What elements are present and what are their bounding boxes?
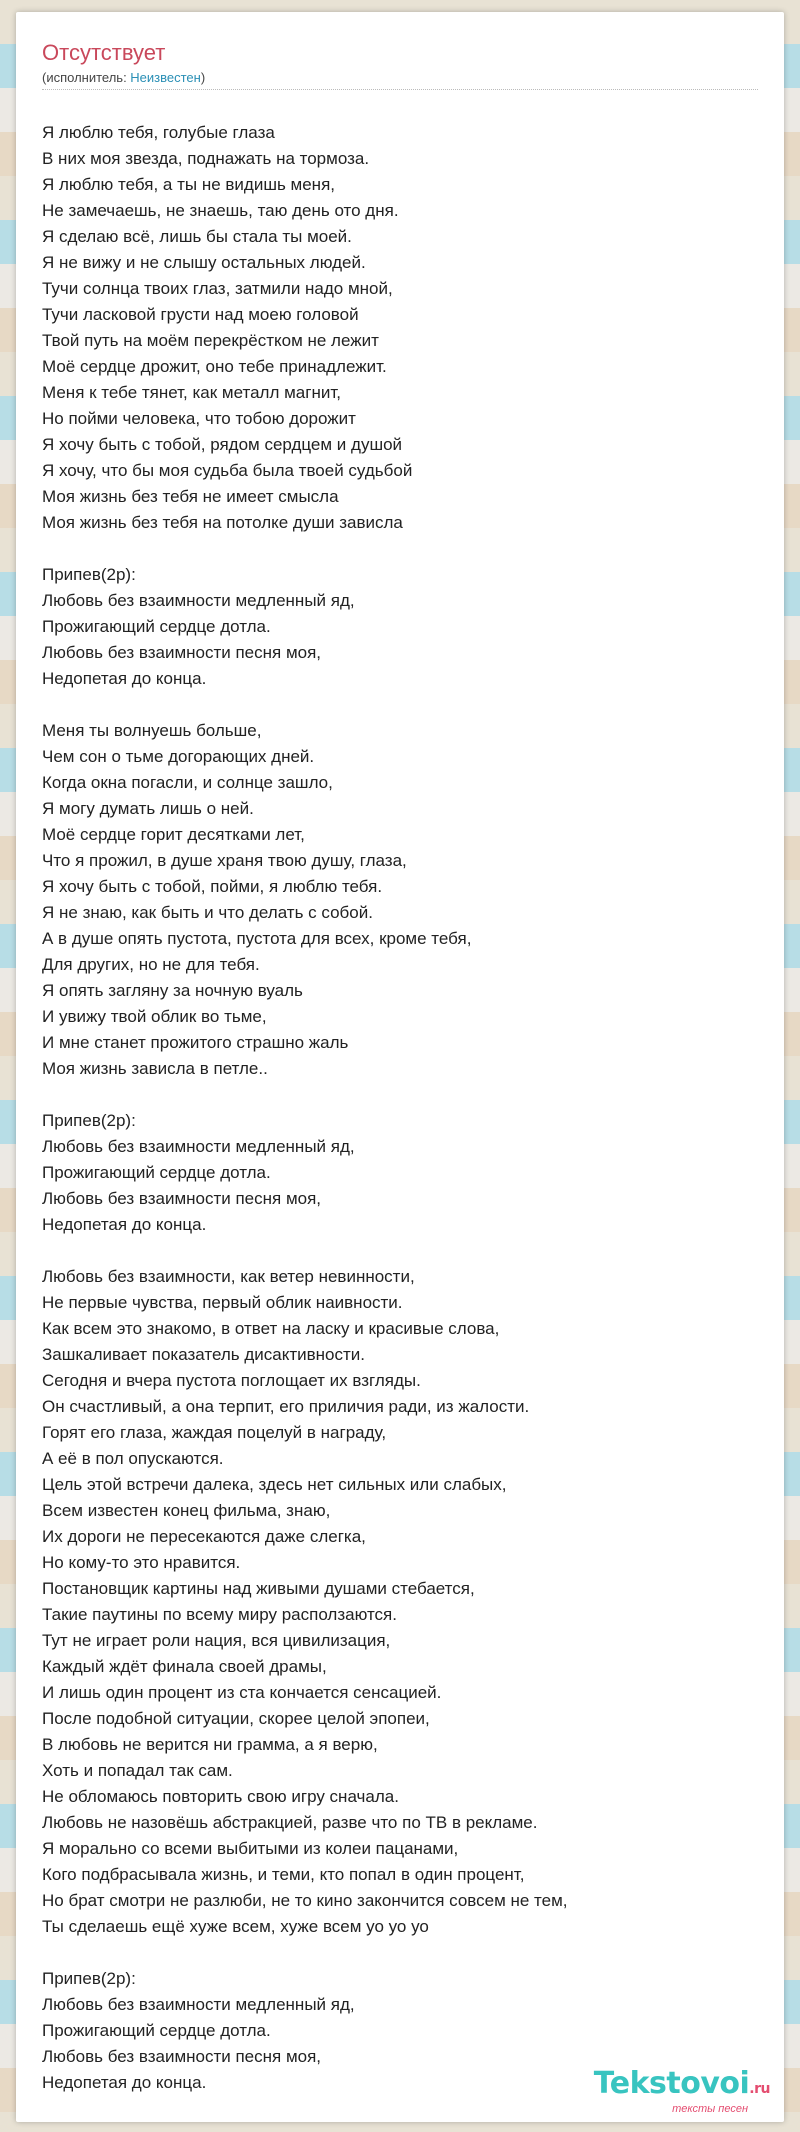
lyric-line: Не обломаюсь повторить свою игру сначала. — [42, 1787, 399, 1806]
lyric-line: Не замечаешь, не знаешь, таю день ото дня. — [42, 201, 399, 220]
lyric-line: Любовь без взаимности песня моя, — [42, 643, 322, 662]
lyric-line: Моя жизнь зависла в петле.. — [42, 1059, 268, 1078]
lyric-line: Их дороги не пересекаются даже слегка, — [42, 1527, 366, 1546]
lyric-line: Припев(2р): — [42, 1111, 136, 1130]
lyric-line: После подобной ситуации, скорее целой эпопеи, — [42, 1709, 430, 1728]
logo-main-text: Tekstovoi — [593, 2066, 750, 2101]
lyric-line: Твой путь на моём перекрёстком не лежит — [42, 331, 379, 350]
lyric-line: Меня к тебе тянет, как металл магнит, — [42, 383, 341, 402]
lyric-line: Я хочу быть с тобой, рядом сердцем и душой — [42, 435, 403, 454]
lyric-line: Любовь не назовёшь абстракцией, разве что по ТВ в рекламе. — [42, 1813, 538, 1832]
lyric-line: Зашкаливает показатель дисактивности. — [42, 1345, 365, 1364]
song-header — [42, 40, 758, 90]
lyric-line: Прожигающий сердце дотла. — [42, 1163, 271, 1182]
lyric-line: Он счастливый, а она терпит, его приличия ради, из жалости. — [42, 1397, 530, 1416]
lyric-line: Я хочу быть с тобой, пойми, я люблю тебя. — [42, 877, 383, 896]
lyric-line: Я люблю тебя, а ты не видишь меня, — [42, 175, 336, 194]
lyrics-stanza — [42, 1264, 752, 1940]
lyric-line: Каждый ждёт финала своей драмы, — [42, 1657, 327, 1676]
lyric-line: Такие паутины по всему миру расползаются. — [42, 1605, 397, 1624]
lyric-line: Тучи солнца твоих глаз, затмили надо мной, — [42, 279, 393, 298]
lyric-line: Что я прожил, в душе храня твою душу, глаза, — [42, 851, 407, 870]
header-divider — [42, 89, 758, 90]
lyric-line: Любовь без взаимности медленный яд, — [42, 591, 355, 610]
lyrics-card — [16, 12, 784, 2122]
lyric-line: Моё сердце горит десятками лет, — [42, 825, 305, 844]
lyric-line: Я опять загляну за ночную вуаль — [42, 981, 303, 1000]
lyric-line: Я сделаю всё, лишь бы стала ты моей. — [42, 227, 352, 246]
lyric-line: Любовь без взаимности, как ветер невинности, — [42, 1267, 415, 1286]
lyric-line: И увижу твой облик во тьме, — [42, 1007, 267, 1026]
site-logo[interactable] — [530, 2068, 770, 2114]
lyric-line: Любовь без взаимности медленный яд, — [42, 1995, 355, 2014]
lyric-line: Не первые чувства, первый облик наивности. — [42, 1293, 403, 1312]
lyric-line: Недопетая до конца. — [42, 1215, 207, 1234]
lyric-line: В них моя звезда, поднажать на тормоза. — [42, 149, 370, 168]
song-title: Отсутствует — [42, 40, 166, 65]
lyric-line: Припев(2р): — [42, 1969, 136, 1988]
lyric-line: Всем известен конец фильма, знаю, — [42, 1501, 331, 1520]
lyrics-stanza — [42, 120, 752, 536]
lyric-line: И лишь один процент из ста кончается сенсацией. — [42, 1683, 442, 1702]
lyric-line: Но кому-то это нравится. — [42, 1553, 241, 1572]
lyric-line: А её в пол опускаются. — [42, 1449, 224, 1468]
lyric-line: Меня ты волнуешь больше, — [42, 721, 262, 740]
lyric-line: Недопетая до конца. — [42, 2073, 207, 2092]
lyric-line: Я морально со всеми выбитыми из колеи пацанами, — [42, 1839, 459, 1858]
lyric-line: Моя жизнь без тебя не имеет смысла — [42, 487, 339, 506]
lyric-line: В любовь не верится ни грамма, а я верю, — [42, 1735, 378, 1754]
lyric-line: Как всем это знакомо, в ответ на ласку и красивые слова, — [42, 1319, 500, 1338]
logo-tagline: тексты песен — [672, 2103, 748, 2115]
lyric-line: Для других, но не для тебя. — [42, 955, 260, 974]
lyric-line: Сегодня и вчера пустота поглощает их взгляды. — [42, 1371, 421, 1390]
lyric-line: Я не вижу и не слышу остальных людей. — [42, 253, 366, 272]
artist-prefix: (исполнитель: — [42, 70, 131, 85]
lyric-line: Хоть и попадал так сам. — [42, 1761, 233, 1780]
lyric-line: Но брат смотри не разлюби, не то кино закончится совсем не тем, — [42, 1891, 568, 1910]
lyric-line: А в душе опять пустота, пустота для всех, кроме тебя, — [42, 929, 472, 948]
logo-tld: .ru — [749, 2081, 770, 2097]
lyric-line: Ты сделаешь ещё хуже всем, хуже всем уо уо уо — [42, 1917, 429, 1936]
lyric-line: Я люблю тебя, голубые глаза — [42, 123, 275, 142]
lyric-line: Любовь без взаимности песня моя, — [42, 2047, 322, 2066]
lyric-line: Когда окна погасли, и солнце зашло, — [42, 773, 333, 792]
lyrics-stanza — [42, 562, 752, 692]
lyric-line: Моя жизнь без тебя на потолке души зависла — [42, 513, 403, 532]
lyric-line: Недопетая до конца. — [42, 669, 207, 688]
lyric-line: Горят его глаза, жаждая поцелуй в награду, — [42, 1423, 387, 1442]
logo-wordmark — [530, 2068, 770, 2105]
lyrics-stanza — [42, 718, 752, 1082]
artist-line — [42, 70, 758, 86]
lyric-line: Прожигающий сердце дотла. — [42, 617, 271, 636]
lyric-line: Тучи ласковой грусти над моею головой — [42, 305, 359, 324]
lyrics-body — [42, 120, 752, 2096]
artist-suffix: ) — [200, 70, 206, 85]
lyric-line: Я хочу, что бы моя судьба была твоей судьбой — [42, 461, 413, 480]
lyric-line: Я могу думать лишь о ней. — [42, 799, 254, 818]
lyric-line: И мне станет прожитого страшно жаль — [42, 1033, 349, 1052]
lyric-line: Чем сон о тьме догорающих дней. — [42, 747, 315, 766]
lyric-line: Я не знаю, как быть и что делать с собой. — [42, 903, 373, 922]
lyric-line: Любовь без взаимности медленный яд, — [42, 1137, 355, 1156]
artist-link[interactable]: Неизвестен — [130, 70, 201, 85]
lyric-line: Припев(2р): — [42, 565, 136, 584]
lyrics-stanza — [42, 1108, 752, 1238]
lyric-line: Цель этой встречи далека, здесь нет сильных или слабых, — [42, 1475, 507, 1494]
lyric-line: Тут не играет роли нация, вся цивилизация, — [42, 1631, 391, 1650]
lyric-line: Любовь без взаимности песня моя, — [42, 1189, 322, 1208]
lyric-line: Постановщик картины над живыми душами стебается, — [42, 1579, 475, 1598]
lyric-line: Прожигающий сердце дотла. — [42, 2021, 271, 2040]
lyric-line: Но пойми человека, что тобою дорожит — [42, 409, 356, 428]
lyric-line: Моё сердце дрожит, оно тебе принадлежит. — [42, 357, 387, 376]
lyric-line: Кого подбрасывала жизнь, и теми, кто попал в один процент, — [42, 1865, 525, 1884]
